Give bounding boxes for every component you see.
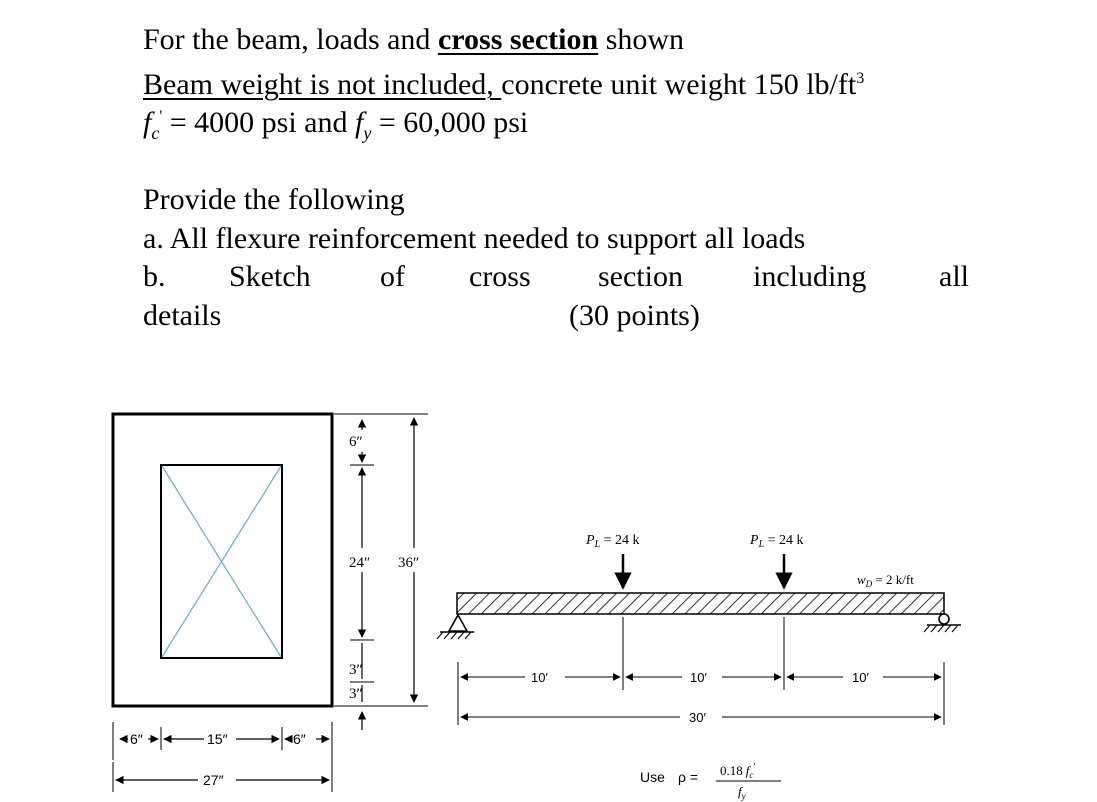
point-load-label-1: $P_L = 24$ k (586, 533, 640, 550)
dim-w1-label: 6″ (130, 731, 143, 747)
formula-use-label: Use (640, 769, 665, 785)
formula-rho-label: ρ = (678, 769, 699, 785)
task-b-word: b. (143, 260, 166, 293)
dim-mid-label: 24″ (349, 555, 371, 571)
dim-b1-label: 3″ (349, 662, 363, 678)
ground-hatch (924, 625, 958, 632)
dim-b2-label: 3″ (349, 686, 363, 702)
fc-subscript: c (151, 123, 160, 143)
beam-body (457, 593, 944, 614)
task-a: a. All flexure reinforcement needed to support all loads (143, 222, 806, 255)
dim-width-label: 27″ (203, 772, 224, 788)
formula-denominator: $f_y$ (738, 784, 746, 801)
cube-superscript: 3 (856, 70, 865, 87)
formula-numerator: 0.18 $f_c'$ (720, 762, 756, 780)
fy-symbol: f (354, 106, 364, 139)
distributed-load-label: $w_D = 2$ k/ft (857, 572, 914, 589)
ground-hatch (437, 632, 471, 639)
span-3-label: 10′ (852, 670, 869, 685)
total-span-label: 30′ (689, 710, 706, 725)
beam-figure (437, 533, 961, 725)
fc-symbol: f (143, 106, 152, 139)
span-1-label: 10′ (531, 670, 548, 685)
dim-w3-label: 6″ (293, 731, 306, 747)
task-b-details: details (143, 299, 222, 332)
dim-w2-label: 15″ (207, 731, 228, 747)
task-b-word: Sketch (229, 260, 311, 293)
task-b-word: of (380, 260, 405, 293)
cross-section-emphasis: cross section (437, 23, 599, 56)
task-b-word: section (598, 260, 683, 293)
point-load-label-2: $P_L = 24$ k (750, 533, 804, 550)
fy-subscript: y (363, 123, 372, 143)
fy-value: = 60,000 psi (371, 106, 529, 139)
unit-weight-text: concrete unit weight 150 lb/ft (501, 68, 857, 101)
task-b-word: all (939, 260, 969, 293)
task-b-word: including (753, 260, 867, 293)
dim-top-label: 6″ (349, 434, 363, 450)
span-2-label: 10′ (690, 670, 707, 685)
roller-support (939, 614, 949, 624)
pin-support (449, 615, 467, 631)
fc-value: = 4000 psi and (162, 106, 355, 139)
cross-section-figure (113, 414, 428, 792)
statement-text: shown (598, 23, 685, 56)
rho-formula (640, 762, 781, 801)
points-label: (30 points) (569, 299, 700, 332)
beam-weight-note: Beam weight is not included, (143, 68, 502, 101)
tasks-heading: Provide the following (143, 183, 405, 216)
fc-prime: ' (159, 108, 163, 125)
dim-total-label: 36″ (398, 555, 420, 571)
statement-text: For the beam, loads and (143, 23, 438, 56)
task-b-word: cross (469, 260, 531, 293)
